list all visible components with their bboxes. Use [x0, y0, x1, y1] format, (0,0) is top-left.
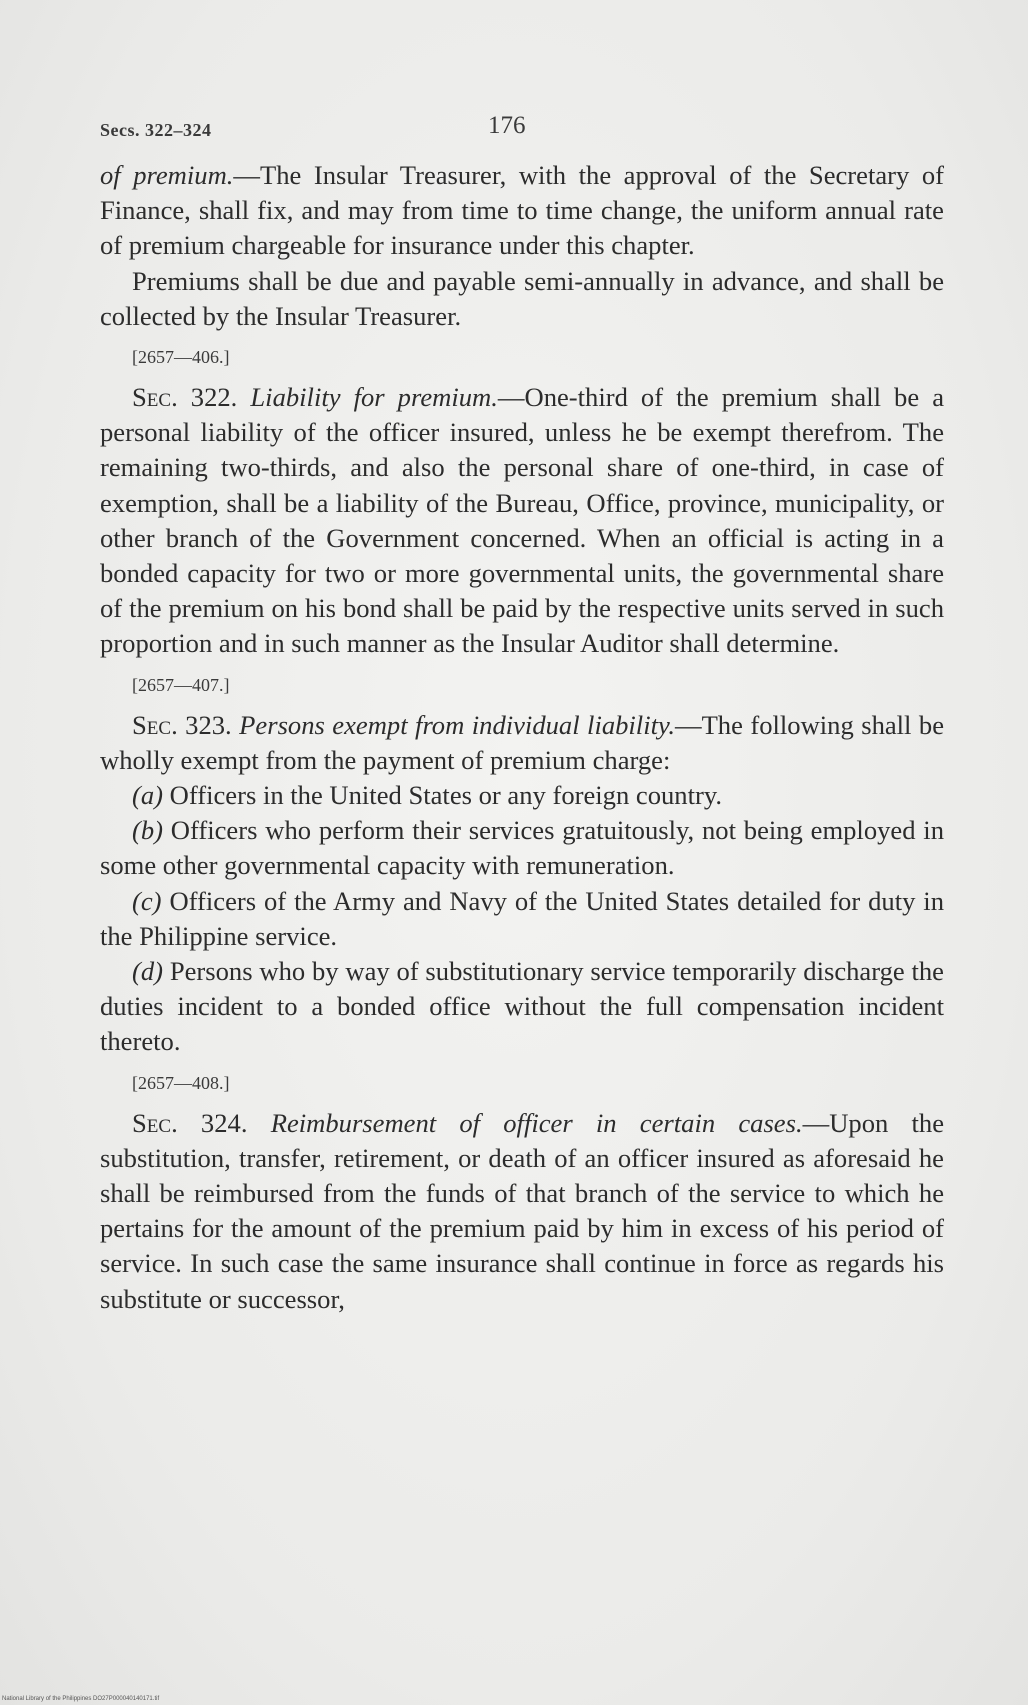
- section-title: Persons exempt from individual liability.: [239, 709, 675, 740]
- source-citation: [2657—406.]: [132, 347, 230, 368]
- item-text: Persons who by way of substitutionary service temporarily discharge the duties incident to a bonded office without the full compensation incident thereto.: [100, 956, 944, 1057]
- section-323: [100, 708, 944, 778]
- item-text: Officers of the Army and Navy of the United States detailed for duty in the Philippine service.: [100, 885, 944, 951]
- intro-text: —The Insular Treasurer, with the approval of the Secretary of Finance, shall fix, and may from time to time change, the uniform annual rate of premium chargeable for insurance under this chapter.: [100, 160, 944, 261]
- item-text: Officers in the United States or any foreign country.: [163, 780, 723, 811]
- section-322: [100, 380, 944, 662]
- section-title: Liability for premium.: [250, 382, 498, 413]
- page-number: 176: [488, 112, 526, 139]
- section-label: Sec. 322.: [132, 382, 238, 413]
- section-text: —Upon the substitution, transfer, retirement, or death of an officer insured as aforesaid he shall be reimbursed from the funds of that branch of the service to which he pertains for the amount of the premium paid by him in excess of his period of service. In such case the same insurance shall continue in force as regards his substitute or successor,: [100, 1107, 945, 1314]
- item-mark: (d): [132, 956, 164, 987]
- running-head: [100, 112, 940, 152]
- item-mark: (a): [132, 780, 164, 811]
- item-text: Officers who perform their services gratuitously, not being employed in some other governmental capacity with remuneration.: [100, 815, 944, 881]
- section-reference: Secs. 322–324: [100, 120, 212, 140]
- section-title: Reimbursement of officer in certain cases.: [270, 1107, 803, 1138]
- section-324: [100, 1106, 944, 1317]
- scan-footer: National Library of the Philippines DO27P000040140171.tif: [2, 1696, 160, 1702]
- intro-heading-tail: of premium.: [100, 160, 234, 190]
- list-item-c: [100, 884, 944, 954]
- intro-paragraph: [100, 158, 944, 264]
- list-item-a: [100, 778, 944, 813]
- list-item-d: [100, 954, 944, 1060]
- body-text: [100, 158, 944, 1317]
- section-label: Sec. 324.: [132, 1107, 248, 1138]
- premium-payment-paragraph: Premiums shall be due and payable semi-annually in advance, and shall be collected by the Insular Treasurer.: [100, 265, 944, 331]
- section-label: Sec. 323.: [132, 709, 232, 740]
- item-mark: (b): [132, 815, 164, 846]
- source-citation: [2657—407.]: [132, 674, 230, 695]
- source-citation: [2657—408.]: [132, 1072, 230, 1093]
- section-text: —The following shall be wholly exempt from the payment of premium charge:: [100, 709, 944, 775]
- section-text: —One-third of the premium shall be a personal liability of the officer insured, unless he be exempt therefrom. The remaining two-thirds, and also the personal share of one-third, in case of exemption, shall be a liability of the Bureau, Office, province, municipality, or other branch of the Government concerned. When an official is acting in a bonded capacity for two or more governmental units, the governmental share of the premium on his bond shall be paid by the respective units served in such proportion and in such manner as the Insular Auditor shall determine.: [100, 382, 945, 659]
- item-mark: (c): [132, 885, 162, 916]
- list-item-b: [100, 813, 944, 883]
